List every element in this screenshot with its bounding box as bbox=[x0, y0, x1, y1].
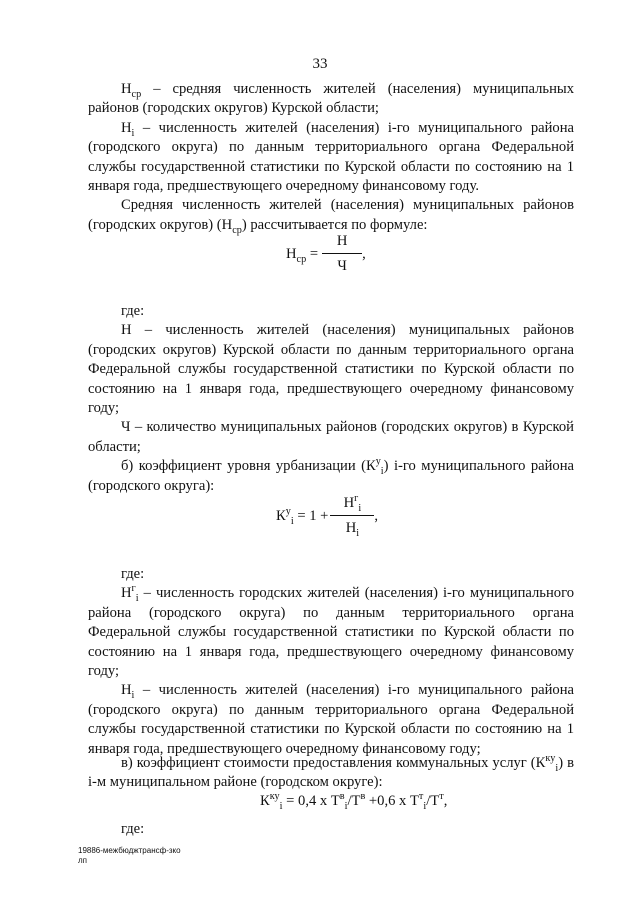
fraction bbox=[330, 494, 374, 538]
formula-utility-cost bbox=[260, 792, 447, 811]
intro-text: ) i-го муниципального района (городского округа): bbox=[88, 458, 574, 494]
formula-tail: , bbox=[374, 507, 379, 524]
numerator bbox=[330, 494, 374, 516]
symbol-h: Н bbox=[343, 495, 355, 511]
formula-average-population bbox=[286, 232, 366, 276]
definition-text: – средняя численность жителей (населения) муниципальных районов (городских округов) Курской области; bbox=[88, 81, 574, 117]
definition-ch: Ч – количество муниципальных районов (городских округов) в Курской области; bbox=[88, 419, 574, 455]
symbol-k: К bbox=[276, 507, 286, 524]
intro-text: Средняя численность жителей (населения) муниципальных районов (городских округов) (Н bbox=[88, 197, 574, 233]
symbol-h: Н bbox=[345, 520, 357, 536]
definition-hi bbox=[88, 119, 574, 197]
superscript-u: у bbox=[375, 456, 381, 468]
intro-text: б) коэффициент уровня урбанизации (К bbox=[121, 458, 376, 475]
formula-table bbox=[286, 232, 366, 276]
superscript-ku: ку bbox=[545, 753, 556, 765]
denominator: Ч bbox=[337, 258, 347, 274]
formula-part: /Т bbox=[347, 793, 361, 809]
where-label: где: bbox=[121, 303, 145, 319]
intro-text: ) рассчитывается по формуле: bbox=[241, 216, 428, 233]
definitions-block-4 bbox=[88, 754, 574, 793]
definition-hg bbox=[88, 584, 574, 681]
definitions-block-3 bbox=[88, 565, 574, 759]
formula-lhs bbox=[276, 494, 330, 538]
superscript-t: т bbox=[418, 791, 424, 803]
equals-sign: = bbox=[306, 245, 319, 262]
superscript-u: у bbox=[285, 505, 291, 517]
formula-part: /Т bbox=[426, 793, 440, 809]
definition-text: – численность жителей (населения) i-го муниципального района (городского округа) по данным территориального органа Федеральной службы государственной статистики по Курской области по состоянию на 1 января года, предшествующего очередному финансовому году. bbox=[88, 119, 574, 195]
fraction bbox=[322, 232, 362, 276]
subscript-sr: ср bbox=[131, 88, 142, 100]
footer-file-code: 19886-межбюджтрансф-зко bbox=[78, 846, 181, 855]
footer-initials: лп bbox=[78, 856, 87, 865]
subscript-i: i bbox=[290, 515, 294, 527]
subscript-sr: ср bbox=[296, 253, 307, 265]
definition-text: – численность жителей (населения) i-го муниципального района (городского округа) по данным территориального органа Федеральной службы государственной статистики по Курской области по состоянию на 1 января года, предшествующего очередному финансовому году; bbox=[88, 682, 574, 757]
formula-lhs bbox=[286, 232, 322, 276]
fraction-table bbox=[330, 494, 374, 538]
formula-tail: , bbox=[443, 793, 448, 809]
average-population-intro bbox=[88, 196, 574, 235]
formula-urbanization bbox=[276, 494, 378, 538]
subscript-i: i bbox=[135, 593, 139, 605]
superscript-v: в bbox=[360, 791, 366, 803]
superscript-t: т bbox=[439, 791, 444, 803]
equals-one-plus: = 1 + bbox=[293, 507, 329, 524]
subscript-i: i bbox=[356, 527, 360, 539]
subscript-i: i bbox=[380, 466, 384, 478]
fraction-table bbox=[322, 232, 362, 276]
subscript-sr: ср bbox=[232, 224, 242, 236]
subscript-i: i bbox=[279, 800, 283, 812]
formula-part: +0,6 х Т bbox=[365, 793, 419, 809]
formula-table bbox=[276, 494, 378, 538]
definition-hsr bbox=[88, 80, 574, 119]
subscript-i: i bbox=[131, 127, 135, 139]
definition-h: Н – численность жителей (населения) муниципальных районов (городских округов) Курской области по данным территориального органа Федеральной службы государственной статистики по Курской области по состоянию на 1 января года, предшествующего очередному финансовому году; bbox=[88, 322, 574, 417]
urbanization-intro bbox=[88, 457, 574, 496]
symbol-h: Н bbox=[121, 682, 132, 699]
superscript-v: в bbox=[339, 791, 345, 803]
symbol-h: Н bbox=[121, 81, 132, 97]
intro-text: ) в i-м муниципальном районе (городском округе): bbox=[88, 755, 574, 791]
symbol-k: К bbox=[260, 793, 270, 809]
formula-part: = 0,4 х Т bbox=[282, 793, 340, 809]
document-footer bbox=[78, 846, 181, 866]
definition-hi bbox=[88, 681, 574, 759]
utility-cost-intro bbox=[88, 754, 574, 793]
subscript-i: i bbox=[555, 762, 559, 774]
definitions-block-2 bbox=[88, 302, 574, 496]
numerator: Н bbox=[322, 232, 362, 254]
where-label: где: bbox=[121, 821, 145, 837]
subscript-i: i bbox=[131, 690, 135, 702]
subscript-i: i bbox=[344, 800, 348, 812]
symbol-h: Н bbox=[121, 585, 132, 602]
symbol-h: Н bbox=[121, 119, 132, 136]
where-label: где: bbox=[121, 566, 145, 582]
definitions-block-1 bbox=[88, 80, 574, 235]
intro-text: в) коэффициент стоимости предоставления коммунальных услуг (К bbox=[121, 755, 546, 771]
denominator bbox=[330, 516, 374, 539]
formula-tail: , bbox=[362, 245, 366, 262]
subscript-i: i bbox=[423, 800, 427, 812]
symbol-h: Н bbox=[286, 245, 297, 262]
superscript-g: г bbox=[354, 493, 359, 505]
superscript-g: г bbox=[131, 583, 136, 595]
definitions-block-5 bbox=[88, 820, 574, 839]
superscript-ku: ку bbox=[269, 791, 280, 803]
page-number: 33 bbox=[312, 56, 328, 72]
definition-text: – численность городских жителей (населения) i-го муниципального района (городского округа) по данным территориального органа Федеральной службы государственной статистики по Курской области по состоянию на 1 января года, предшествующего очередному финансовому году; bbox=[88, 585, 574, 680]
subscript-i: i bbox=[358, 502, 362, 514]
